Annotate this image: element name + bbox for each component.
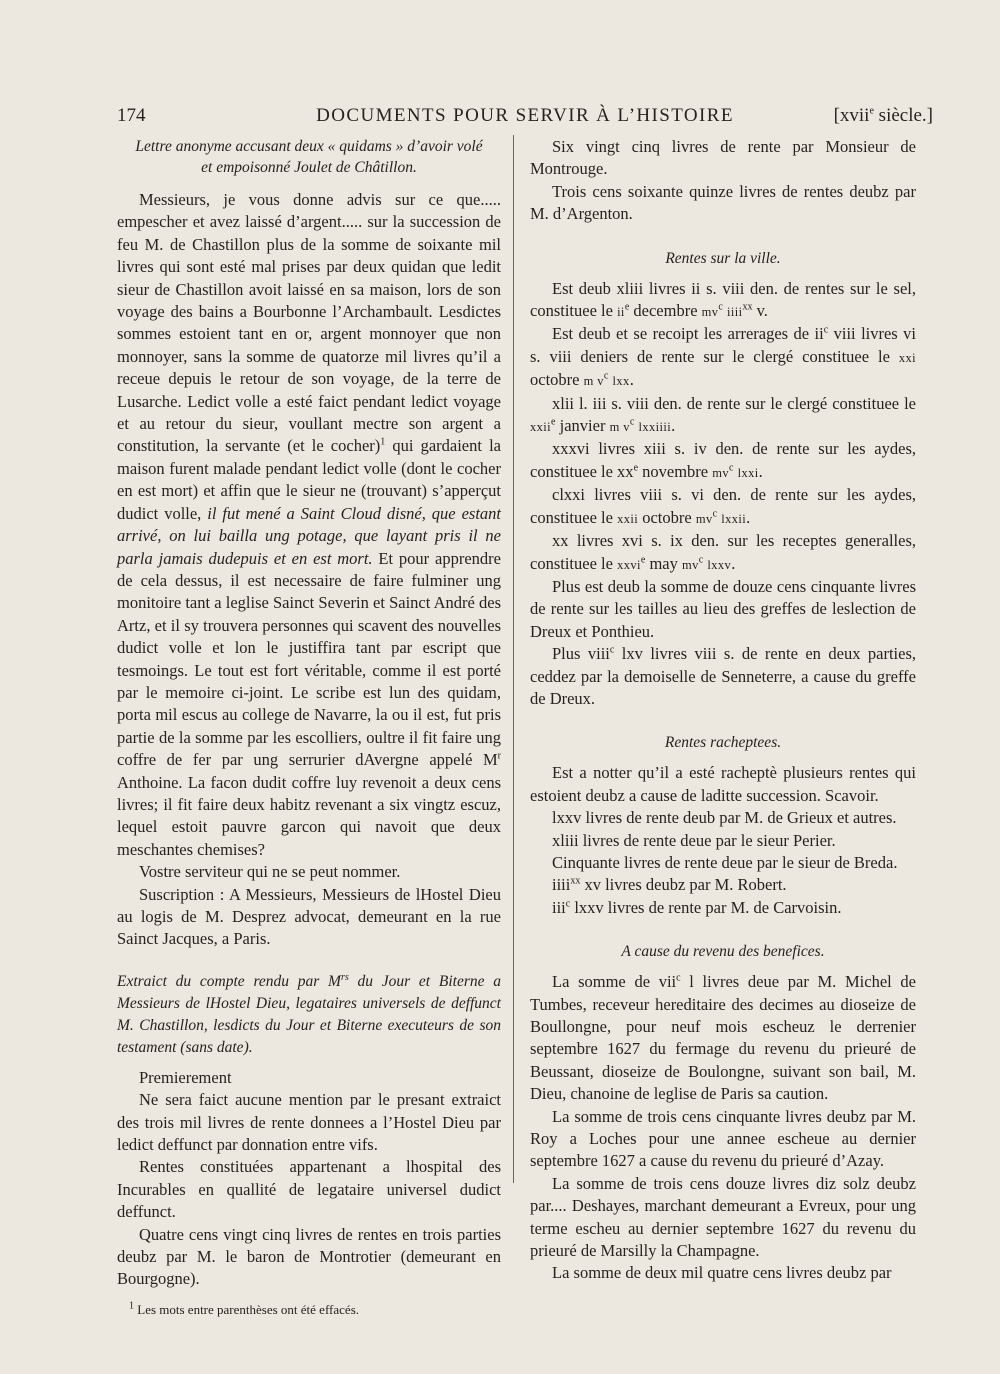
paragraph: lxxv livres de rente deub par M. de Grieux et autres. xyxy=(552,808,897,828)
paragraph: Trois cens soixante quinze livres de rentes deubz par M. d’Argenton. xyxy=(530,181,916,224)
paragraph: xlii l. iii s. viii den. de rente sur le clergé constituee le xxii$^e$ janvier m $v^c$ lxxiiii. xyxy=(530,393,916,436)
paragraph: Six vingt cinq livres de rente par Monsieur de Montrouge. xyxy=(530,137,916,179)
paragraph: xliii livres de rente deue par le sieur Perier. xyxy=(552,830,836,850)
paragraph: Plus viii$^c$ lxv livres viii s. de rente en deux parties, ceddez par la demoiselle de Senneterre, a cause du greffe de Dreux. xyxy=(530,644,917,708)
paragraph: xx livres xvi s. ix den. sur les receptes generalles, constituee le xxvi$^e$ may $mv^c$ lxxv. xyxy=(530,531,916,573)
paragraph: clxxi livres viii s. vi den. de rente sur les aydes, constituee le xxii octobre $mv^c$ lxxii. xyxy=(530,485,916,527)
paragraph: Est deub xliii livres ii s. viii den. de rentes sur le sel, constituee le $ii^e$ decembre $mv^c$ iiii$^{xx}$ v. xyxy=(530,278,916,321)
section-heading-benefices: A cause du revenu des benefices. xyxy=(621,943,825,961)
paragraph-premierement: Premierement xyxy=(139,1067,232,1087)
paragraph: La somme de trois cens douze livres diz solz deubz par.... Deshayes, marchant demeurant a Evreux, pour ung terme escheu au dernier septembre 1627 du revenu du prieuré de Marsilly la Champagne. xyxy=(530,1173,916,1261)
paragraph: Est a notter qu’il a esté racheptè plusieurs rentes qui estoient deubz a cause de laditte succession. Scavoir. xyxy=(530,763,916,805)
paragraph: Quatre cens vingt cinq livres de rentes en trois parties deubz par M. le baron de Montrotier (demeurant en Bourgogne). xyxy=(117,1224,501,1289)
letter-signature: Vostre serviteur qui ne se peut nommer. xyxy=(139,862,401,882)
letter-heading: Lettre anonyme accusant deux « quidams » d’avoir volé et empoisonné Joulet de Châtillon. xyxy=(135,138,483,176)
section-heading-ville: Rentes sur la ville. xyxy=(665,249,781,267)
paragraph: Cinquante livres de rente deue par le sieur de Breda. xyxy=(552,852,898,872)
paragraph: Rentes constituées appartenant a lhospital des Incurables en quallité de legataire universel dudict deffunct. xyxy=(117,1157,501,1222)
running-title: DOCUMENTS POUR SERVIR À L’HISTOIRE xyxy=(316,105,734,126)
paragraph: Est deub et se recoipt les arrerages de $ii^c$ viii livres vi s. viii deniers de rente sur le clergé constituee le xxi octobre m $v^c$ lxx. xyxy=(530,324,917,390)
paragraph: xxxvi livres xiii s. iv den. de rente sur les aydes, constituee le $xx^e$ novembre $mv^c$ lxxi. xyxy=(530,439,916,481)
paragraph: La somme de trois cens cinquante livres deubz par M. Roy a Loches pour une annee escheue au dernier septembre 1627 a cause du revenu du prieuré d’Azay. xyxy=(530,1106,916,1171)
page-number: 174 xyxy=(117,105,146,126)
left-column xyxy=(117,136,501,1318)
footnote: $^1$ Les mots entre parenthèses ont été effacés. xyxy=(129,1300,359,1317)
running-head xyxy=(117,104,933,128)
paragraph: iiii$^{xx}$ xv livres deubz par M. Robert. xyxy=(552,875,787,895)
paragraph: La somme de deux mil quatre cens livres deubz par xyxy=(552,1263,892,1283)
extract-heading: Extraict du compte rendu par $M^{rs}$ du Jour et Biterne a Messieurs de lHostel Dieu, legataires universels de deffunct M. Chastillon, lesdicts du Jour et Biterne executeurs de son testament (sans date). xyxy=(117,971,501,1056)
paragraph: Ne sera faict aucune mention par le presant extraict des trois mil livres de rente donnees a l’Hostel Dieu par ledict deffunct par donnation entre vifs. xyxy=(117,1090,501,1155)
paragraph: Plus est deub la somme de douze cens cinquante livres de rente sur les tailles au lieu des greffes de leslection de Dreux et Ponthieu. xyxy=(530,576,916,641)
column-divider xyxy=(513,135,514,1183)
section-heading-rachetees: Rentes racheptees. xyxy=(664,734,782,752)
paragraph: iii$^c$ lxxv livres de rente par M. de Carvoisin. xyxy=(552,897,842,917)
century-label: [xvii$^e$ siècle.] xyxy=(833,105,933,126)
paragraph: La somme de vii$^c$ l livres deue par M. Michel de Tumbes, receveur hereditaire des decimes au dioseize de Boullongne, pour neuf mois escheuz le derrenier septembre 1627 du fermage du revenu du prieuré de Beussant, dioseize de Boulongne, suivant son bail, M. Dieu, chanoine de leglise de Paris sa caution. xyxy=(530,972,916,1104)
letter-body: Messieurs, je vous donne advis sur ce que..... empescher et avez laissé d’argent..... sur la succession de feu M. de Chastillon plus de la somme de soixante mil livres qui sont esté mal prises par deux quidan que ledit sieur de Chastillon avoit laissé en sa maison, lors de son voyage des bains a Bourbonne l’Archambault. Lesdictes sommes estoient tant en or, argent monnoyer que non monnoyer, sans la somme de quatorze mil livres qu’il a receue depuis le retour de son voyage, de la terre de Lusarche. Ledict volle a esté faict pendant ledict voyage et au retour du sieur, voullant mectre son argent a constitution, la servante (et le cocher)$^1$ qui gardaient la maison furent malade pendant ledict volle (dont le cocher en est mort) et affin que le sieur ne (trouvant) s’apperçut dudict volle, il fut mené a Saint Cloud disné, que estant arrivé, on lui bailla ung potage, que layant pris il ne parla jamais dudepuis et en est mort. Et pour apprendre de cela dessus, il est necessaire de faire fulminer ung monitoire tant a leglise Sainct Severin et Sainct André des Artz, et il sy trouvera personnes qui scavent des nouvelles dudict volle et lon le justiffira tant par escript que tesmoings. Le tout est fort véritable, comme il est porté par le memoire ci-joint. Le scribe est lun des quidam, porta mil escus au college de Navarre, la ou il est, fut pris partie de la somme par les escolliers, oultre il fit faire ung coffre de fer par ung serrurier dAvergne appelé $M^r$ Anthoine. La facon dudit coffre luy revenoit a deux cens livres; il fit faire deux habitz revenant a six vingtz escuz, lequel estoit pauvre garcon qui navoit que deux meschantes chemises? xyxy=(117,190,501,859)
right-column xyxy=(530,136,916,1285)
letter-address: Suscription : A Messieurs, Messieurs de lHostel Dieu au logis de M. Desprez advocat, demeurant en la rue Sainct Jacques, a Paris. xyxy=(117,884,501,949)
